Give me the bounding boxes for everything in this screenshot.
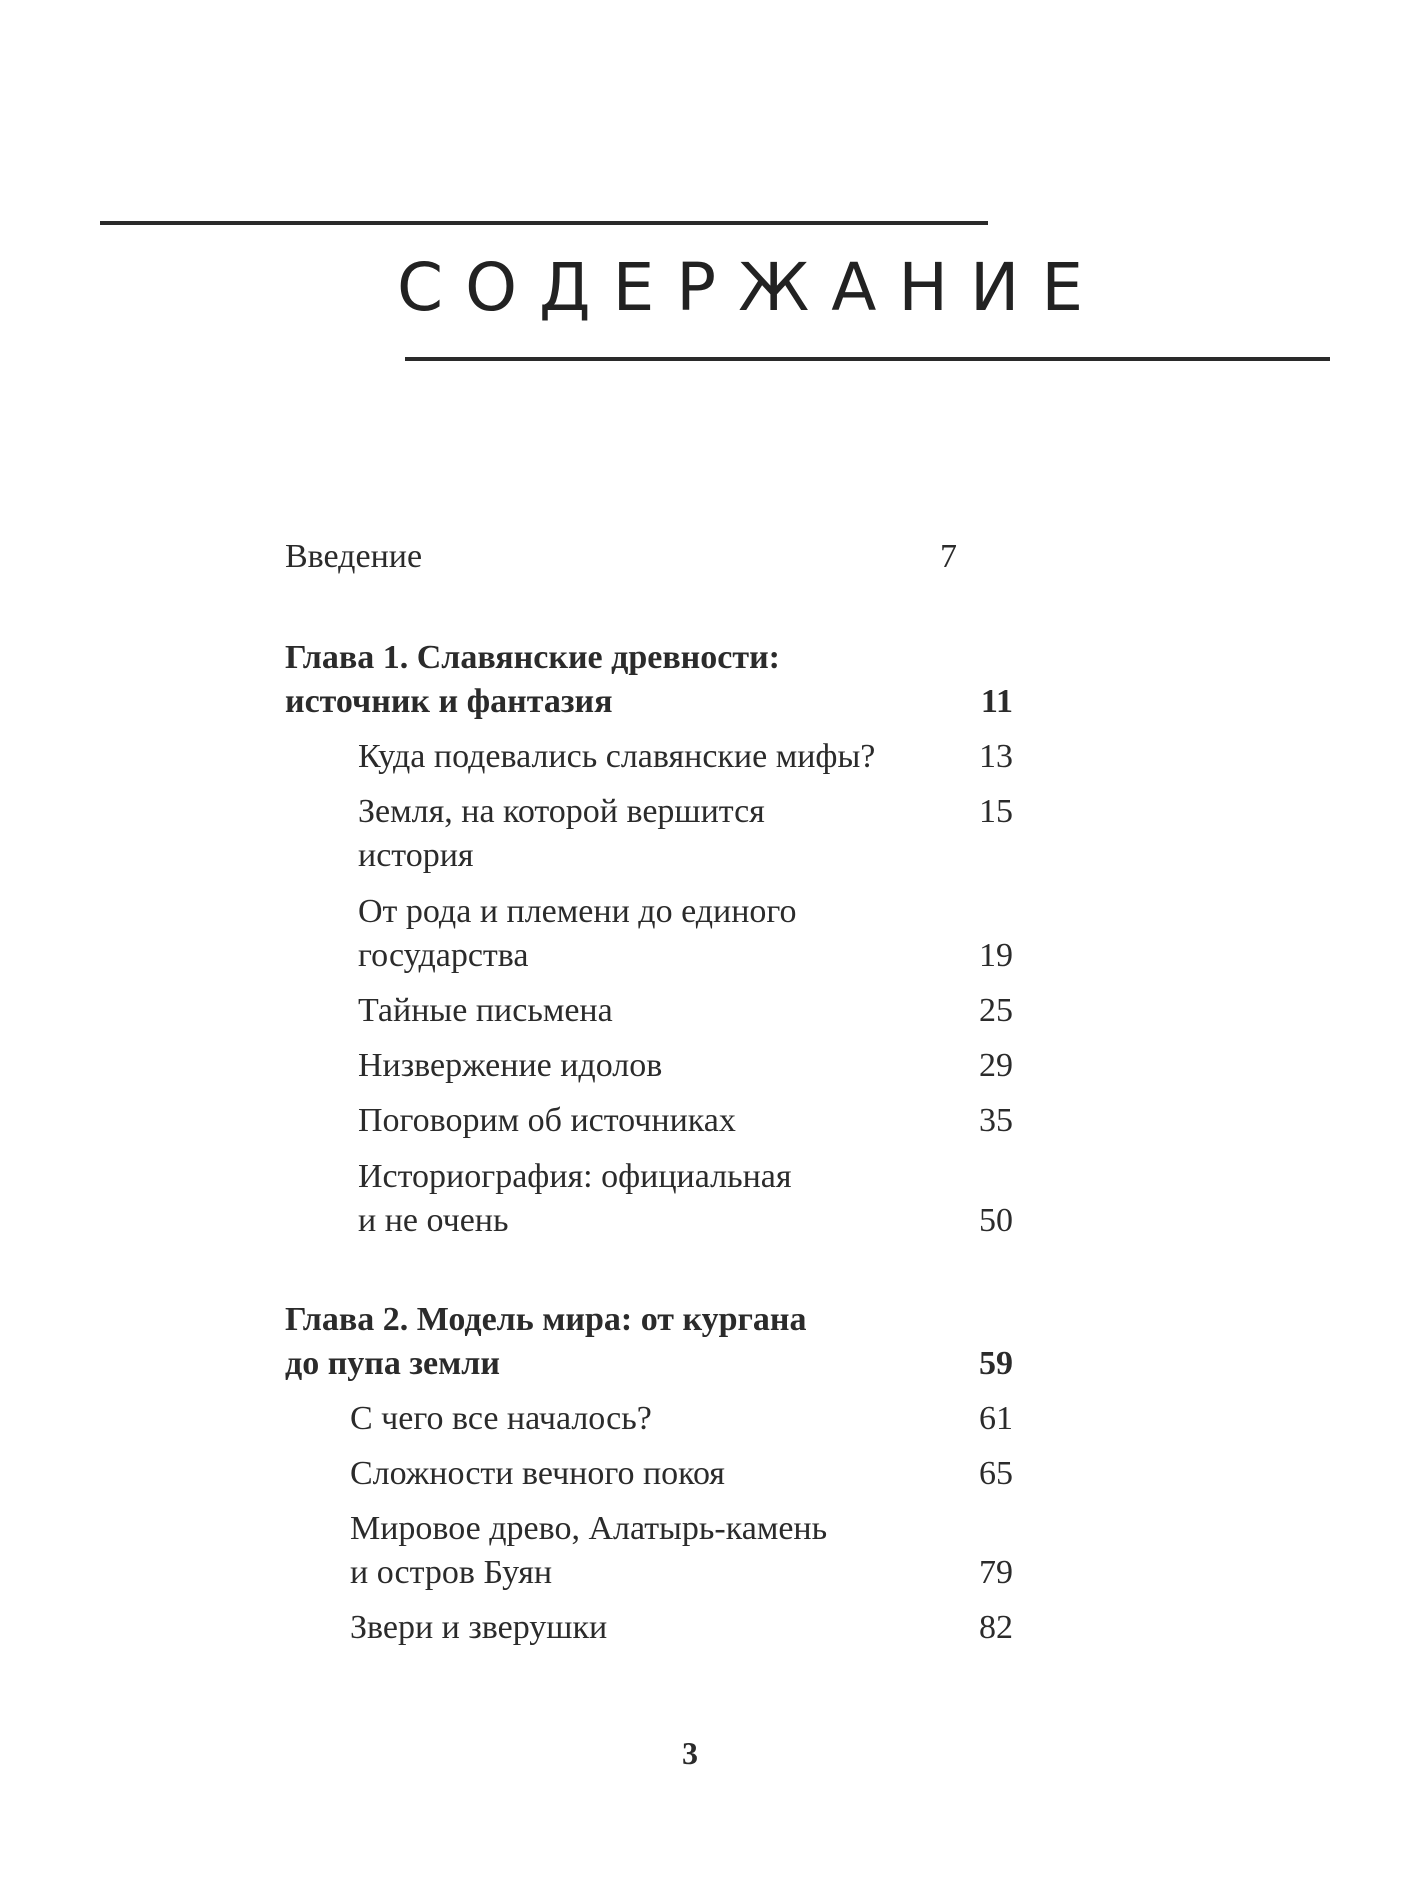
section-1-5-page: 29 bbox=[979, 1047, 1013, 1084]
section-1-5-title[interactable]: Низвержение идолов bbox=[358, 1047, 663, 1084]
section-1-7-title-line-1[interactable]: Историография: официальная bbox=[358, 1158, 792, 1195]
section-1-4-page: 25 bbox=[979, 992, 1013, 1029]
section-2-3-title-line-2[interactable]: и остров Буян bbox=[350, 1554, 553, 1591]
section-1-1-title[interactable]: Куда подевались славянские мифы? bbox=[358, 738, 876, 775]
page-number: 3 bbox=[682, 1735, 698, 1771]
section-2-3-title-line-1[interactable]: Мировое древо, Алатырь-камень bbox=[350, 1510, 828, 1547]
section-1-1-page: 13 bbox=[979, 738, 1013, 775]
section-1-7-page: 50 bbox=[979, 1202, 1013, 1239]
page-title: СОДЕРЖАНИЕ bbox=[397, 249, 1106, 326]
section-2-1-title[interactable]: С чего все началось? bbox=[350, 1400, 652, 1437]
section-2-3-page: 79 bbox=[979, 1554, 1013, 1591]
toc-entry-intro-label[interactable]: Введение bbox=[285, 538, 423, 575]
section-1-2-page: 15 bbox=[979, 793, 1013, 830]
chapter-2-title-line-1[interactable]: Глава 2. Модель мира: от кургана bbox=[285, 1301, 807, 1338]
section-2-4-title[interactable]: Звери и зверушки bbox=[350, 1609, 608, 1646]
chapter-2-page: 59 bbox=[979, 1345, 1013, 1382]
section-1-3-title-line-2[interactable]: государства bbox=[358, 937, 529, 974]
section-2-1-page: 61 bbox=[979, 1400, 1013, 1437]
section-1-4-title[interactable]: Тайные письмена bbox=[358, 992, 613, 1029]
section-1-2-title-line-2[interactable]: история bbox=[358, 837, 474, 874]
chapter-1-page: 11 bbox=[980, 683, 1013, 720]
section-1-3-page: 19 bbox=[979, 937, 1013, 974]
chapter-2-title-line-2[interactable]: до пупа земли bbox=[285, 1345, 500, 1382]
section-1-2-title-line-1[interactable]: Земля, на которой вершится bbox=[358, 793, 765, 830]
section-2-2-page: 65 bbox=[979, 1455, 1013, 1492]
section-1-3-title-line-1[interactable]: От рода и племени до единого bbox=[358, 893, 797, 930]
section-2-4-page: 82 bbox=[979, 1609, 1013, 1646]
chapter-1-title-line-1[interactable]: Глава 1. Славянские древности: bbox=[285, 639, 780, 676]
section-1-6-title[interactable]: Поговорим об источниках bbox=[358, 1102, 736, 1139]
chapter-1-title-line-2[interactable]: источник и фантазия bbox=[285, 683, 613, 720]
section-1-7-title-line-2[interactable]: и не очень bbox=[358, 1202, 509, 1239]
section-2-2-title[interactable]: Сложности вечного покоя bbox=[350, 1455, 725, 1492]
section-1-6-page: 35 bbox=[979, 1102, 1013, 1139]
toc-entry-intro-page: 7 bbox=[940, 538, 957, 575]
